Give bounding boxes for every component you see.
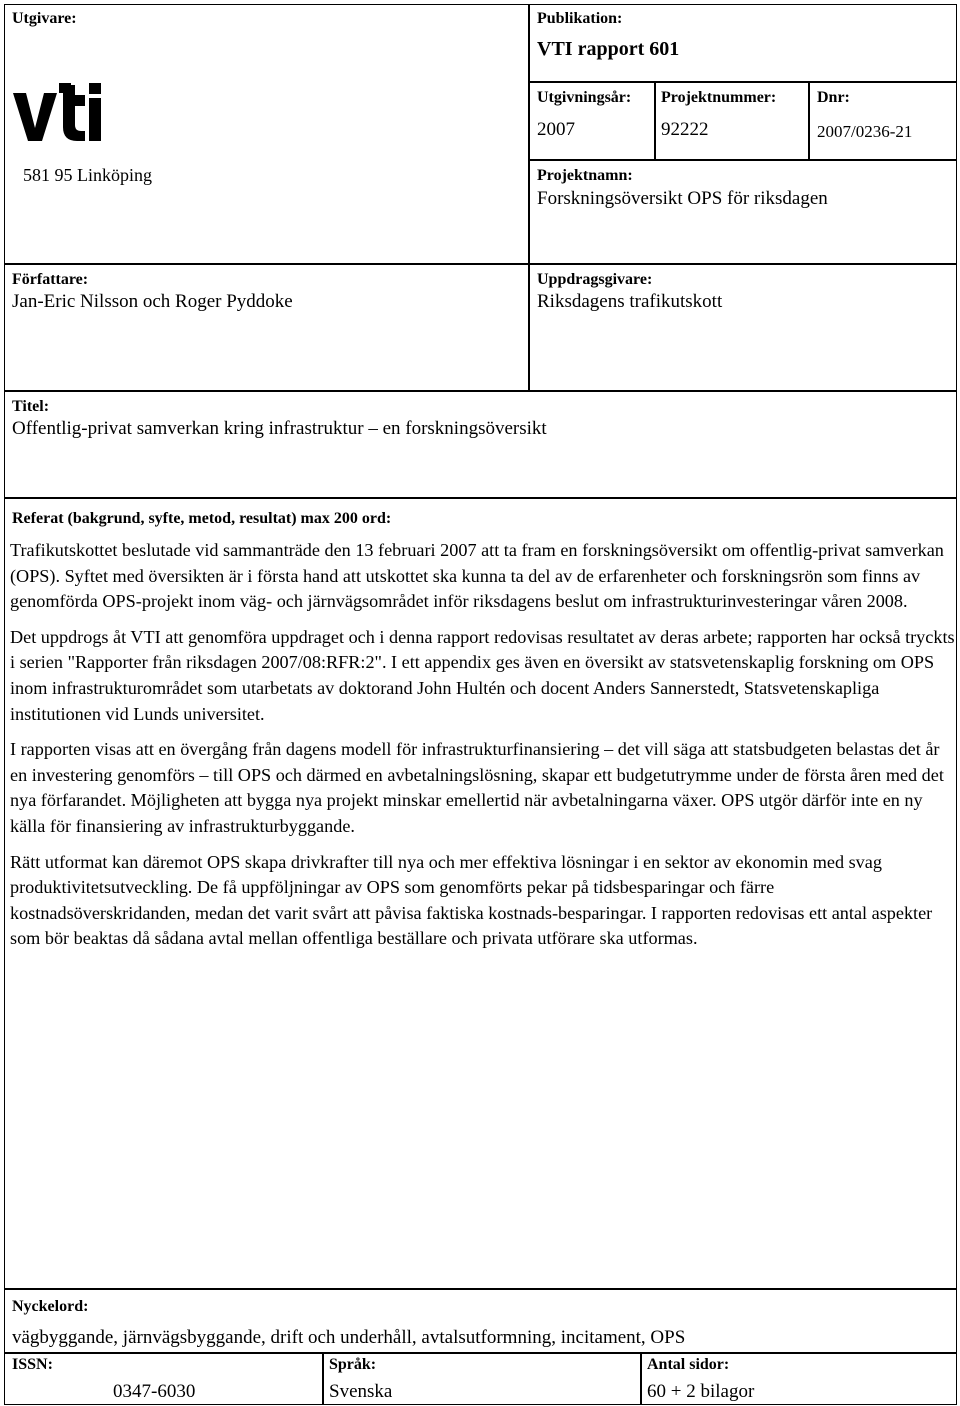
publisher-label: Utgivare:: [12, 10, 77, 27]
title-value: Offentlig-privat samverkan kring infrastruktur – en forskningsöversikt: [12, 418, 547, 439]
keywords-value: vägbyggande, järnvägsbyggande, drift och underhåll, avtalsutformning, incitament, OPS: [12, 1327, 686, 1348]
publication-label: Publikation:: [537, 10, 623, 27]
language-cell: [322, 1352, 642, 1405]
author-value: Jan-Eric Nilsson och Roger Pyddoke: [12, 291, 293, 312]
dnr-cell: [808, 81, 957, 161]
keywords-label: Nyckelord:: [12, 1298, 89, 1315]
publisher-address: 581 95 Linköping: [23, 165, 152, 185]
abstract-paragraph: I rapporten visas att en övergång från dagens modell för infrastrukturfinansiering – det vill säga att statsbudgeten belastas det år en investering genomförs – till OPS och därmed en avbetalningslösning, skapar ett budgetutrymme under de första åren med det nya förfarandet. Möjligheten att bygga nya projekt minskar emellertid när avbetalningarna växer. OPS utgör därför inte en ny källa för finansiering av infrastrukturbyggande.: [10, 739, 944, 836]
abstract-label: Referat (bakgrund, syfte, metod, resultat) max 200 ord:: [12, 510, 392, 527]
abstract-text: [10, 538, 955, 962]
project-name-label: Projektnamn:: [537, 167, 633, 184]
abstract-paragraph: Rätt utformat kan däremot OPS skapa drivkrafter till nya och mer effektiva lösningar i en sektor av ekonomin med svag produktivitetsutveckling. De få uppföljningar av OPS som genomförts pekar på tidsbesparingar och färre kostnadsöverskridanden, medan det varit svårt att påvisa faktiska kostnads-besparingar. I rapporten redovisas ett antal aspekter som bör beaktas då sådana avtal mellan offentliga beställare och privata utförare ska utformas.: [10, 851, 933, 949]
project-number-cell: [654, 81, 810, 161]
keywords-cell: [4, 1288, 957, 1354]
title-cell: [4, 390, 957, 499]
client-label: Uppdragsgivare:: [537, 271, 653, 288]
author-cell: [4, 263, 530, 392]
year-cell: [528, 81, 656, 161]
project-name-cell: [528, 159, 957, 265]
pages-value: 60 + 2 bilagor: [647, 1381, 755, 1402]
year-value: 2007: [537, 119, 575, 140]
year-label: Utgivningsår:: [537, 89, 632, 106]
issn-cell: [4, 1352, 324, 1405]
publication-value: VTI rapport 601: [537, 38, 680, 60]
abstract-paragraph: Trafikutskottet beslutade vid sammanträde den 13 februari 2007 att ta fram en forskningsöversikt om offentlig-privat samverkan (OPS). Syftet med översikten är i första hand att utskottet ska kunna ta del av de erfarenheter och forskningsrön som finns av genomförda OPS-projekt inom väg- och järnvägsområdet inför riksdagens beslut om infrastrukturinvesteringar våren 2008.: [10, 540, 944, 612]
project-number-label: Projektnummer:: [661, 89, 777, 106]
pages-cell: [640, 1352, 957, 1405]
language-value: Svenska: [329, 1381, 393, 1402]
client-cell: [528, 263, 957, 392]
abstract-paragraph: Det uppdrogs åt VTI att genomföra uppdraget och i denna rapport redovisas resultatet av deras arbete; rapporten har också tryckts i serien "Rapporter från riksdagen 2007/08:RFR:2". I ett appendix ges även en översikt av statsvetenskaplig forskning om OPS inom infrastrukturområdet som utarbetats av doktorand John Hultén och docent Anders Sannerstedt, Statsvetenskapliga institutionen vid Lunds universitet.: [10, 626, 955, 724]
client-value: Riksdagens trafikutskott: [537, 291, 723, 312]
title-label: Titel:: [12, 398, 50, 415]
report-info-sheet: [4, 4, 957, 1405]
language-label: Språk:: [329, 1356, 377, 1373]
publisher-cell: [4, 4, 530, 265]
author-label: Författare:: [12, 271, 89, 288]
dnr-label: Dnr:: [817, 89, 850, 106]
vti-logo: [13, 83, 105, 143]
project-name-value: Forskningsöversikt OPS för riksdagen: [537, 188, 828, 209]
pages-label: Antal sidor:: [647, 1356, 730, 1373]
issn-value: 0347-6030: [113, 1381, 196, 1402]
project-number-value: 92222: [661, 119, 709, 140]
publication-cell: [528, 4, 957, 83]
dnr-value: 2007/0236-21: [817, 122, 913, 141]
issn-label: ISSN:: [12, 1356, 53, 1373]
